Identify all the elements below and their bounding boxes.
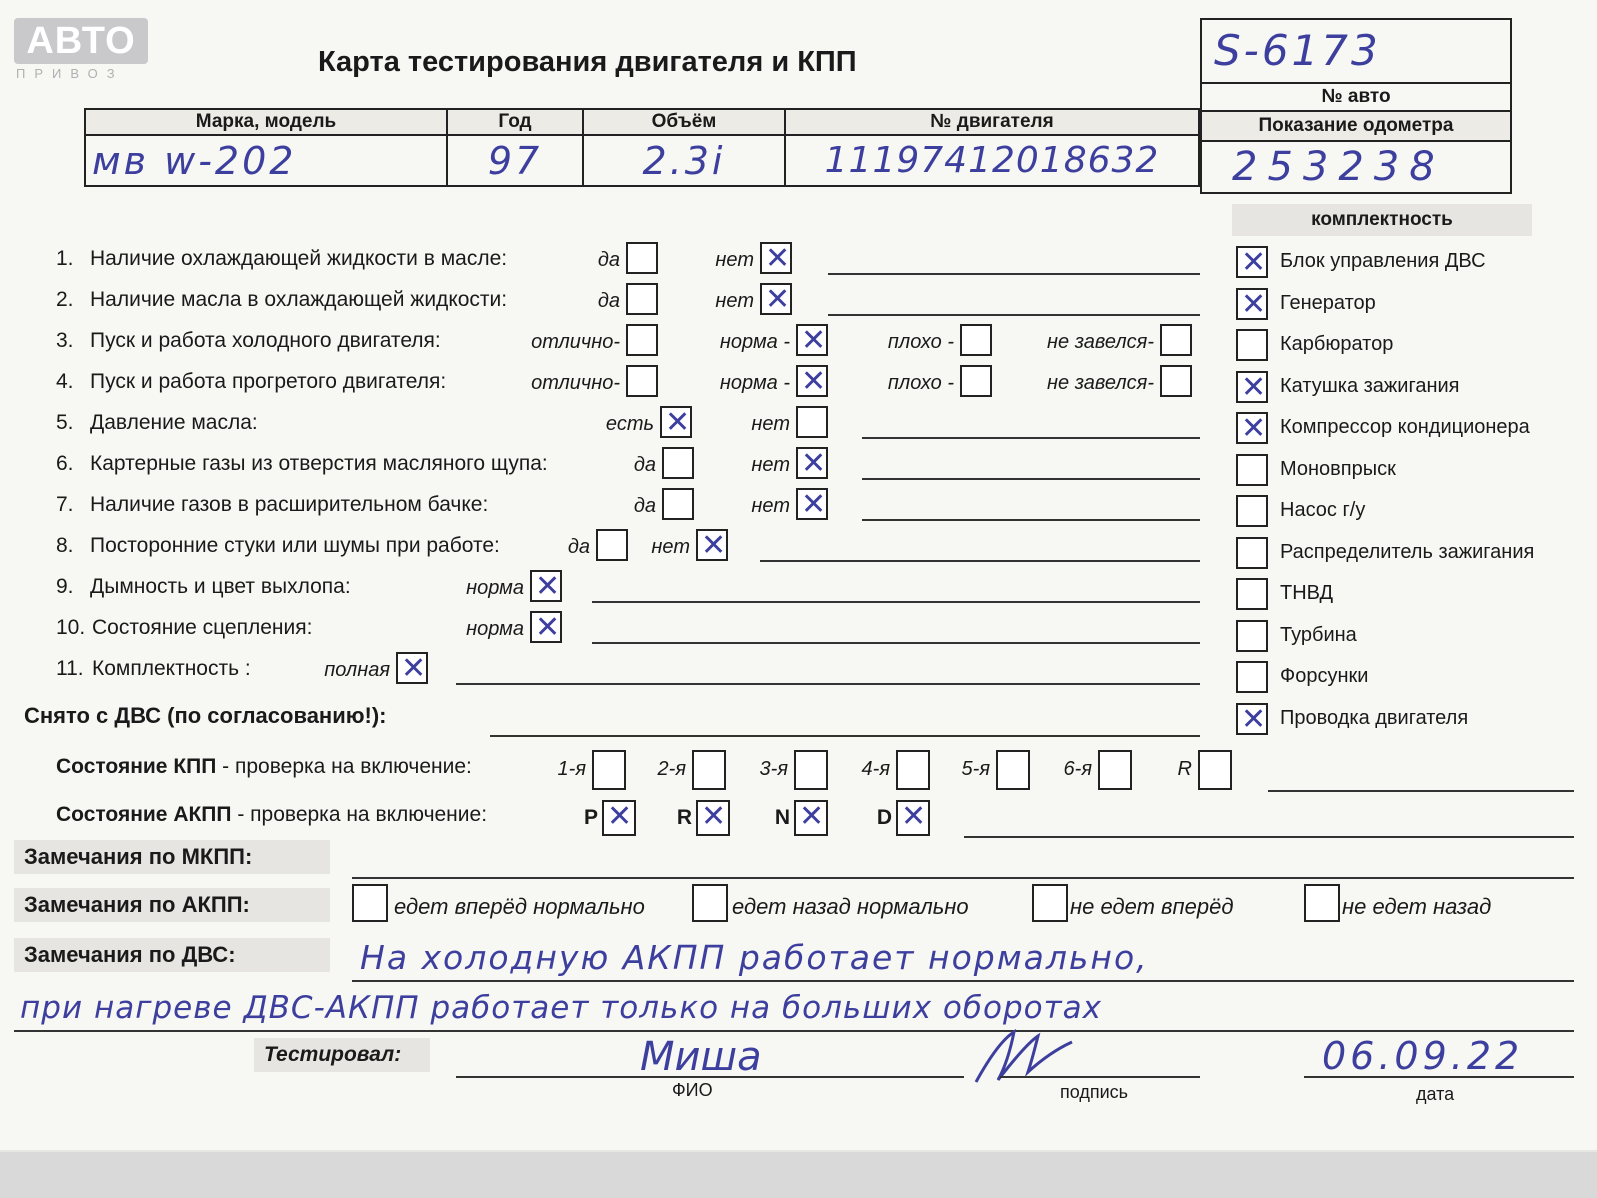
signature xyxy=(968,1022,1078,1088)
akpp-remarks-label: Замечания по АКПП: xyxy=(14,888,330,922)
kpp-gear-label: 6-я xyxy=(1063,758,1092,780)
dvs-line-1 xyxy=(352,980,1574,982)
akpp-opt-no-back: не едет назад xyxy=(1342,894,1492,919)
option-label: нет xyxy=(751,454,790,476)
row-number: 6. xyxy=(56,452,74,475)
komplekt-item: Катушка зажигания xyxy=(1280,374,1460,397)
akpp-opt-forward: едет вперёд нормально xyxy=(394,894,645,919)
option-checkbox[interactable] xyxy=(796,324,828,356)
kpp-gear-checkbox[interactable] xyxy=(996,750,1030,790)
row-number: 1. xyxy=(56,247,74,270)
akpp-gear-label: P xyxy=(583,806,598,829)
option-checkbox[interactable] xyxy=(662,488,694,520)
mkpp-remarks-label: Замечания по МКПП: xyxy=(14,840,330,874)
row-line xyxy=(456,683,1200,685)
komplekt-item: Компрессор кондиционера xyxy=(1280,416,1530,438)
option-label: да xyxy=(597,290,620,312)
akpp-gear-checkbox[interactable] xyxy=(602,800,636,836)
vehicle-header-table xyxy=(84,108,1200,187)
option-checkbox[interactable] xyxy=(626,283,658,315)
row-text: Наличие масла в охлаждающей жидкости: xyxy=(90,288,508,311)
row-text: Пуск и работа холодного двигателя: xyxy=(90,329,441,352)
komplekt-item: Генератор xyxy=(1280,291,1376,314)
option-label: нет xyxy=(751,495,790,517)
akpp-line xyxy=(964,836,1574,838)
row-text: Наличие газов в расширительном бачке: xyxy=(90,493,489,516)
kpp-gear-checkbox[interactable] xyxy=(692,750,726,790)
sign-caption: подпись xyxy=(1060,1082,1129,1102)
komplekt-checkbox[interactable] xyxy=(1236,288,1268,320)
tester-name: Миша xyxy=(640,1034,762,1080)
row-line xyxy=(828,314,1200,316)
option-label: не завелся- xyxy=(1047,372,1154,394)
komplekt-item: Блок управления ДВС xyxy=(1280,250,1486,272)
kpp-gear-label: 1-я xyxy=(557,758,586,780)
date-line xyxy=(1304,1076,1574,1078)
option-label: плохо - xyxy=(887,331,954,353)
komplekt-checkbox[interactable] xyxy=(1236,578,1268,610)
option-checkbox[interactable] xyxy=(626,324,658,356)
row-text: Пуск и работа прогретого двигателя: xyxy=(90,370,447,393)
avtoprivoz-logo xyxy=(14,18,148,64)
row-text: Посторонние стуки или шумы при работе: xyxy=(90,534,500,557)
row-number: 4. xyxy=(56,370,74,393)
akpp-gear-label: D xyxy=(876,806,892,829)
akpp-gear-checkbox[interactable] xyxy=(896,800,930,836)
mkpp-line xyxy=(352,877,1574,879)
kpp-label: Состояние КПП - проверка на включение: xyxy=(56,755,472,778)
option-label: норма - xyxy=(719,372,790,394)
option-checkbox[interactable] xyxy=(760,242,792,274)
akpp-gear-label: N xyxy=(774,806,790,829)
akpp-opt-no-forward-box[interactable] xyxy=(1032,884,1068,922)
komplekt-item: Турбина xyxy=(1280,623,1357,646)
kpp-gear-checkbox[interactable] xyxy=(592,750,626,790)
row-line xyxy=(828,273,1200,275)
option-checkbox[interactable] xyxy=(1160,324,1192,356)
kpp-gear-label: 2-я xyxy=(657,758,686,780)
fio-line xyxy=(456,1076,964,1078)
option-checkbox[interactable] xyxy=(960,324,992,356)
dvs-line-2 xyxy=(14,1030,1574,1032)
row-text: Состояние сцепления: xyxy=(92,616,313,639)
option-label: да xyxy=(597,249,620,271)
dvs-remarks-text-2: при нагреве ДВС-АКПП работает только на больших оборотах xyxy=(20,990,1102,1026)
row-number: 8. xyxy=(56,534,74,557)
komplekt-item: Проводка двигателя xyxy=(1280,706,1469,729)
col-year: Год xyxy=(447,109,583,135)
option-checkbox[interactable] xyxy=(760,283,792,315)
option-checkbox[interactable] xyxy=(626,365,658,397)
row-text: Картерные газы из отверстия масляного щупа: xyxy=(90,452,548,475)
option-label: плохо - xyxy=(887,372,954,394)
option-checkbox[interactable] xyxy=(530,611,562,643)
option-checkbox[interactable] xyxy=(696,529,728,561)
odometer-label: Показание одометра xyxy=(1202,112,1510,142)
kpp-gear-label: 3-я xyxy=(759,758,788,780)
option-checkbox[interactable] xyxy=(796,447,828,479)
odometer-value: 253238 xyxy=(1232,144,1445,190)
date-value: 06.09.22 xyxy=(1322,1034,1524,1078)
option-label: норма - xyxy=(719,331,790,353)
option-label: полная xyxy=(324,659,390,681)
auto-number-label: № авто xyxy=(1202,84,1510,112)
akpp-opt-forward-box[interactable] xyxy=(352,884,388,922)
volume-value: 2.3i xyxy=(583,135,785,186)
akpp-opt-no-forward: не едет вперёд xyxy=(1070,894,1234,919)
komplekt-checkbox[interactable] xyxy=(1236,329,1268,361)
option-checkbox[interactable] xyxy=(596,529,628,561)
row-line xyxy=(760,560,1200,562)
komplekt-title: комплектность xyxy=(1232,204,1532,236)
row-text: Дымность и цвет выхлопа: xyxy=(90,575,351,598)
komplekt-checkbox[interactable] xyxy=(1236,412,1268,444)
komplekt-checkbox[interactable] xyxy=(1236,246,1268,278)
komplekt-checkbox[interactable] xyxy=(1236,661,1268,693)
komplekt-checkbox[interactable] xyxy=(1236,703,1268,735)
auto-number-box xyxy=(1200,18,1512,194)
row-number: 2. xyxy=(56,288,74,311)
row-line xyxy=(592,601,1200,603)
option-checkbox[interactable] xyxy=(660,406,692,438)
akpp-gear-checkbox[interactable] xyxy=(696,800,730,836)
option-checkbox[interactable] xyxy=(796,488,828,520)
row-number: 9. xyxy=(56,575,74,598)
removed-label: Снято с ДВС (по согласованию!): xyxy=(24,703,387,728)
year-value: 97 xyxy=(447,135,583,186)
auto-number-value: S-6173 xyxy=(1214,26,1381,75)
kpp-line xyxy=(1268,790,1574,792)
option-checkbox[interactable] xyxy=(796,365,828,397)
fio-caption: ФИО xyxy=(672,1080,713,1100)
option-checkbox[interactable] xyxy=(796,406,828,438)
row-text: Комплектность : xyxy=(92,657,251,680)
tested-label: Тестировал: xyxy=(254,1038,430,1072)
row-number: 3. xyxy=(56,329,74,352)
option-checkbox[interactable] xyxy=(960,365,992,397)
col-make-model: Марка, модель xyxy=(85,109,447,135)
col-volume: Объём xyxy=(583,109,785,135)
option-label: да xyxy=(567,536,590,558)
akpp-opt-back-box[interactable] xyxy=(692,884,728,922)
page-title: Карта тестирования двигателя и КПП xyxy=(318,46,857,78)
komplekt-item: Распределитель зажигания xyxy=(1280,540,1535,563)
option-label: нет xyxy=(715,249,754,271)
komplekt-item: Карбюратор xyxy=(1280,333,1394,355)
row-line xyxy=(862,437,1200,439)
akpp-opt-back: едет назад нормально xyxy=(732,894,969,919)
option-label: отлично- xyxy=(531,372,620,394)
option-checkbox[interactable] xyxy=(626,242,658,274)
komplekt-item: Насос г/у xyxy=(1280,499,1366,521)
option-label: нет xyxy=(651,536,690,558)
logo-subtitle: ПРИВОЗ xyxy=(16,66,124,81)
komplekt-checkbox[interactable] xyxy=(1236,537,1268,569)
make-model-value: мв w-202 xyxy=(85,135,447,186)
komplekt-item: Форсунки xyxy=(1280,665,1369,687)
kpp-gear-label: 5-я xyxy=(961,758,990,780)
option-checkbox[interactable] xyxy=(396,652,428,684)
komplekt-checkbox[interactable] xyxy=(1236,371,1268,403)
row-text: Наличие охлаждающей жидкости в масле: xyxy=(90,247,508,270)
akpp-gear-label: R xyxy=(676,806,692,829)
komplekt-item: Моновпрыск xyxy=(1280,457,1396,480)
option-label: да xyxy=(633,454,656,476)
kpp-gear-checkbox[interactable] xyxy=(896,750,930,790)
row-number: 7. xyxy=(56,493,74,516)
akpp-label: Состояние АКПП - проверка на включение: xyxy=(56,803,488,826)
row-line xyxy=(592,642,1200,644)
option-label: да xyxy=(633,495,656,517)
kpp-gear-label: R xyxy=(1177,758,1192,780)
komplekt-checkbox[interactable] xyxy=(1236,495,1268,527)
row-text: Давление масла: xyxy=(90,411,258,434)
option-label: норма xyxy=(466,577,524,599)
kpp-gear-checkbox[interactable] xyxy=(1098,750,1132,790)
dvs-remarks-text-1: На холодную АКПП работает нормально, xyxy=(360,938,1149,977)
kpp-gear-label: 4-я xyxy=(861,758,890,780)
option-label: нет xyxy=(751,413,790,435)
removed-line xyxy=(490,735,1200,737)
option-checkbox[interactable] xyxy=(662,447,694,479)
logo-text: АВТО xyxy=(26,20,136,62)
row-line xyxy=(862,519,1200,521)
sign-line xyxy=(1000,1076,1200,1078)
kpp-gear-checkbox[interactable] xyxy=(1198,750,1232,790)
option-label: нет xyxy=(715,290,754,312)
option-checkbox[interactable] xyxy=(530,570,562,602)
komplekt-checkbox[interactable] xyxy=(1236,620,1268,652)
row-number: 5. xyxy=(56,411,74,434)
row-line xyxy=(862,478,1200,480)
date-caption: дата xyxy=(1416,1084,1455,1104)
option-checkbox[interactable] xyxy=(1160,365,1192,397)
option-label: не завелся- xyxy=(1047,331,1154,353)
row-number: 10. xyxy=(56,616,86,639)
komplekt-checkbox[interactable] xyxy=(1236,454,1268,486)
col-engine-no: № двигателя xyxy=(785,109,1199,135)
option-label: есть xyxy=(605,413,654,435)
akpp-gear-checkbox[interactable] xyxy=(794,800,828,836)
komplekt-item: ТНВД xyxy=(1280,582,1334,604)
option-label: норма xyxy=(466,618,524,640)
akpp-opt-no-back-box[interactable] xyxy=(1304,884,1340,922)
dvs-remarks-label: Замечания по ДВС: xyxy=(14,938,330,972)
row-number: 11. xyxy=(56,657,84,680)
kpp-gear-checkbox[interactable] xyxy=(794,750,828,790)
engine-no-value: 11197412018632 xyxy=(785,135,1199,186)
option-label: отлично- xyxy=(531,331,620,353)
